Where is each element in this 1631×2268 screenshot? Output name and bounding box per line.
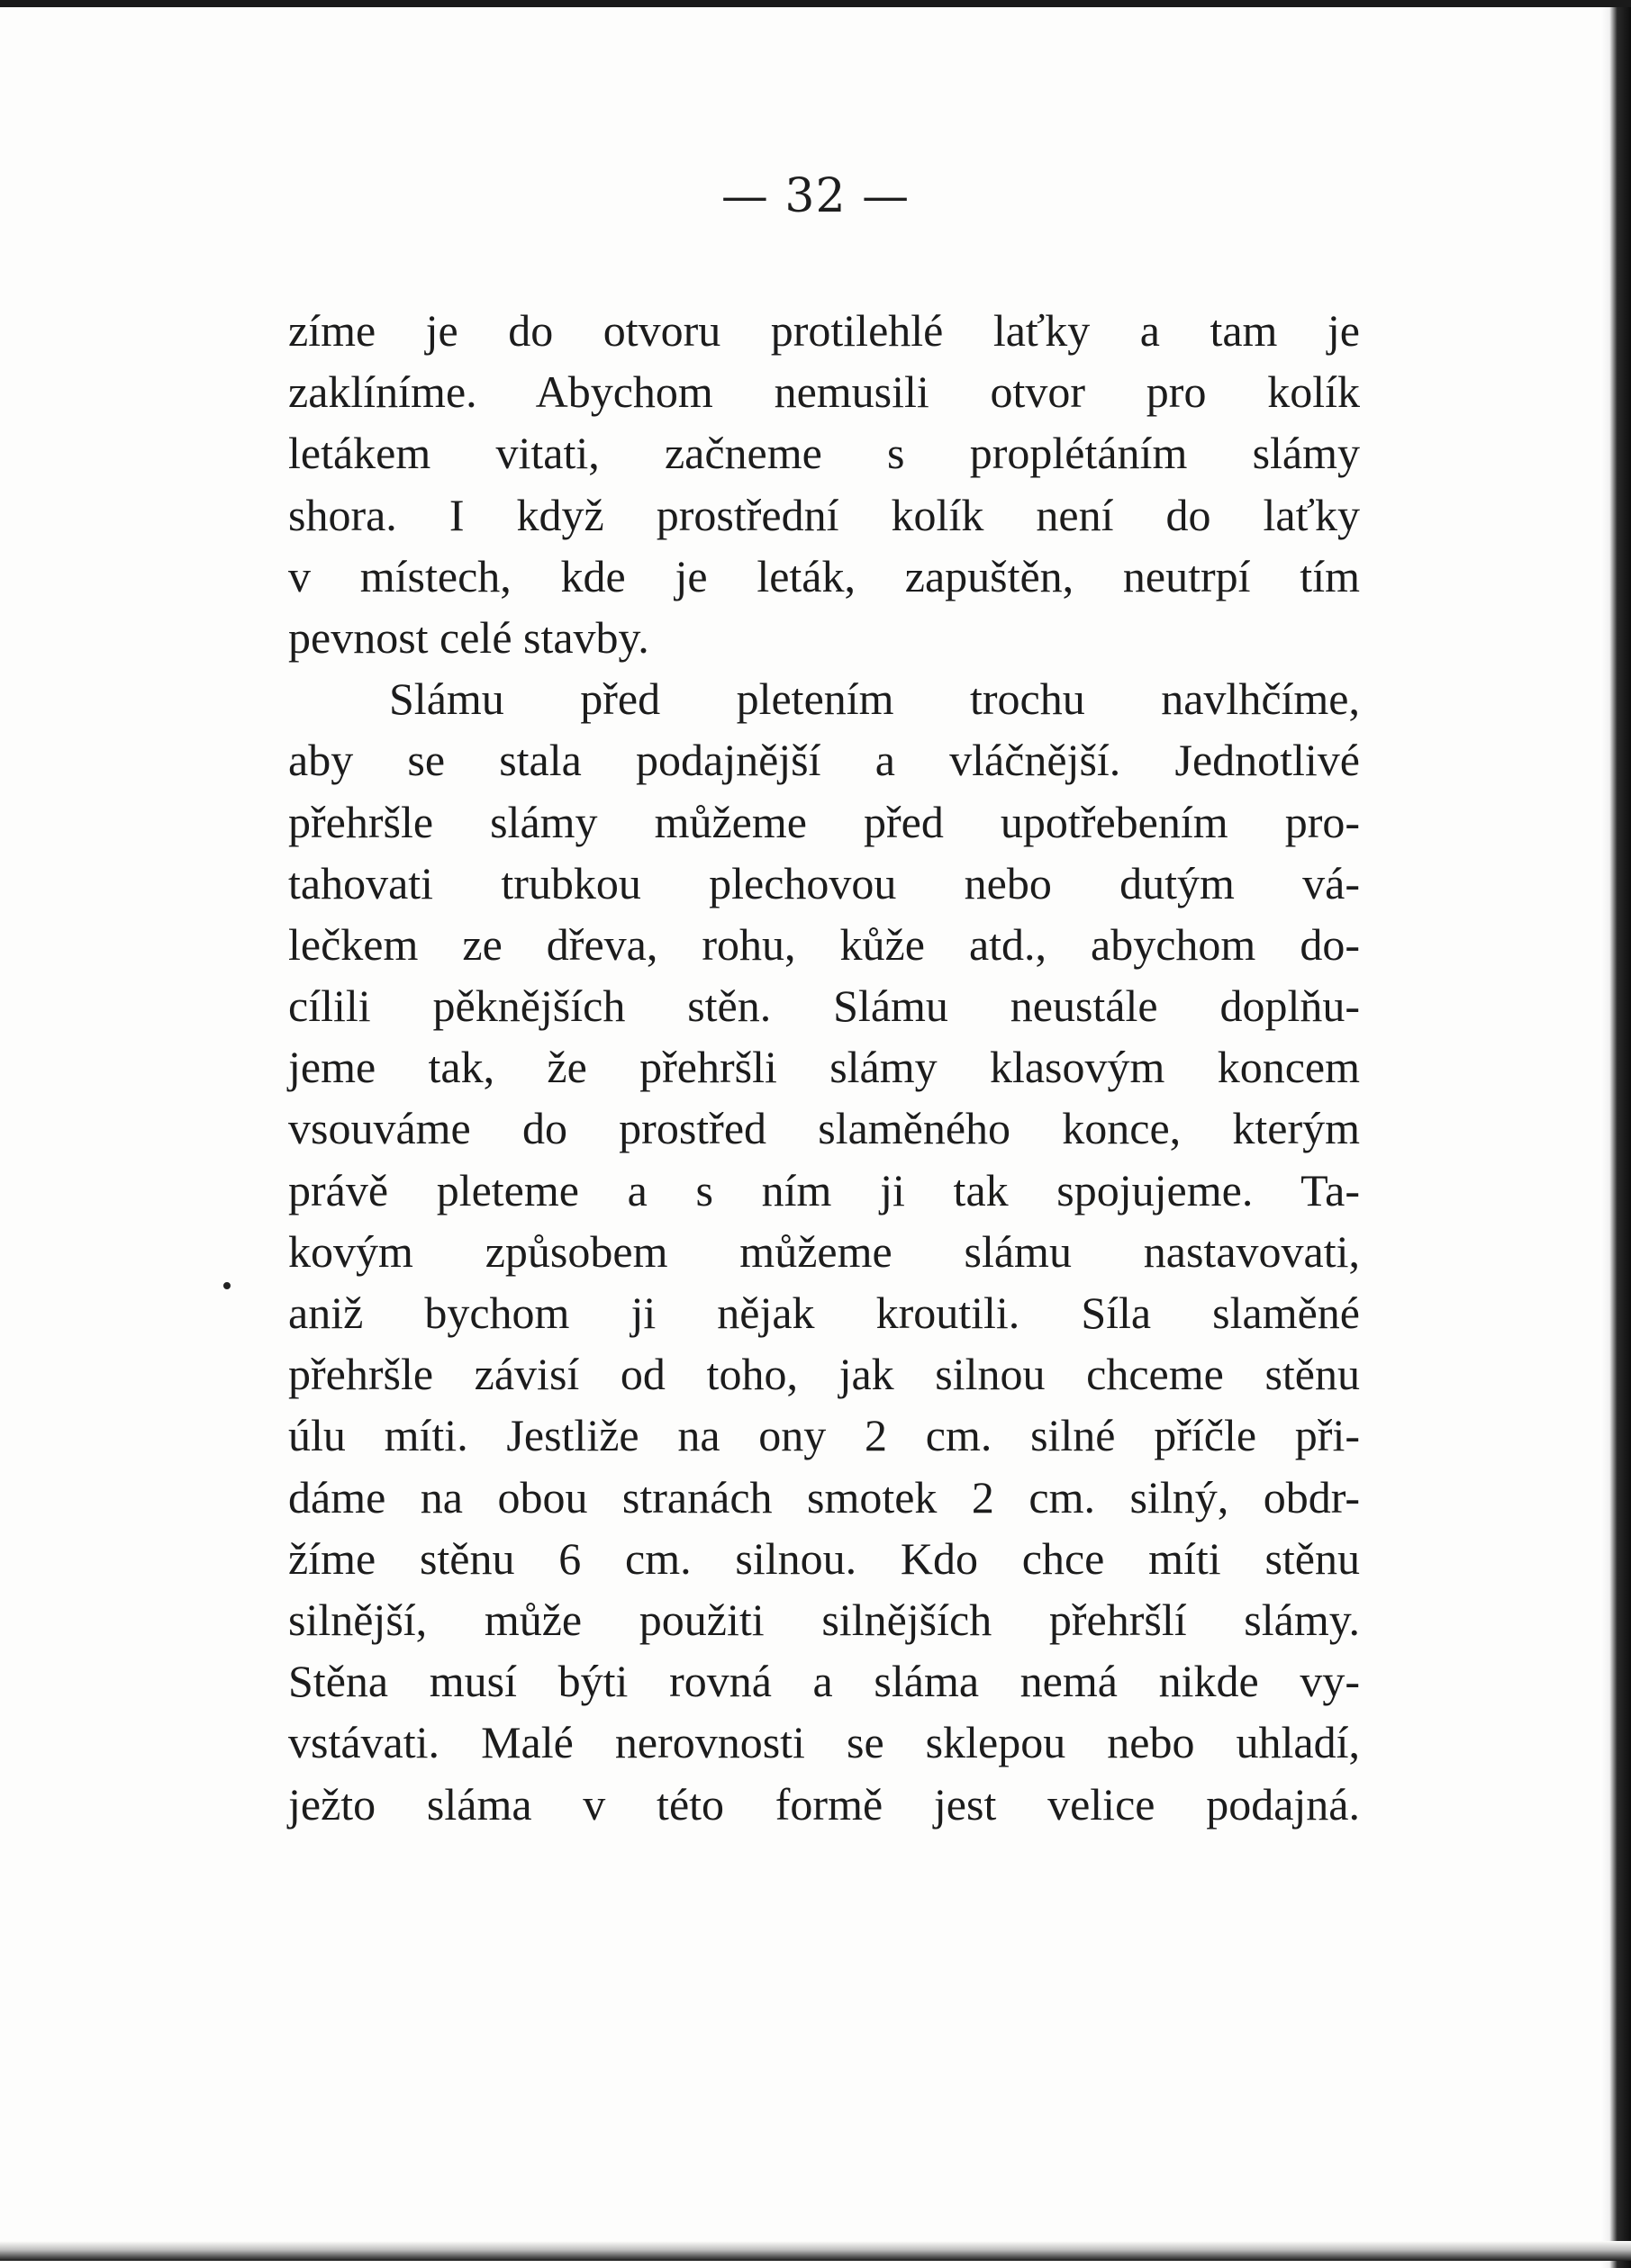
page-bottom-edge <box>0 2241 1631 2261</box>
body-text <box>288 300 1360 1835</box>
text-line: Stěna musí býti rovná a sláma nemá nikde vy- <box>288 1656 1360 1707</box>
text-line: jeme tak, že přehršli slámy klasovým koncem <box>288 1042 1360 1093</box>
text-line: dáme na obou stranách smotek 2 cm. silný, obdr- <box>288 1471 1360 1523</box>
text-line: vsouváme do prostřed slaměného konce, kterým <box>288 1103 1360 1154</box>
text-line: pevnost celé stavby. <box>288 611 649 663</box>
page-binding-edge <box>1600 7 1631 2268</box>
text-line: letákem vitati, začneme s proplétáním slámy <box>288 428 1360 479</box>
paragraph-first-line: Slámu před pletením trochu navlhčíme, <box>389 673 1360 725</box>
text-line: cílili pěknějších stěn. Slámu neustále doplňu- <box>288 980 1360 1032</box>
text-line: kovým způsobem můžeme slámu nastavovati, <box>288 1225 1360 1277</box>
text-line: ježto sláma v této formě jest velice podajná. <box>288 1778 1360 1830</box>
text-line: úlu míti. Jestliže na ony 2 cm. silné příčle při- <box>288 1410 1360 1461</box>
page-number: — 32 — <box>720 169 911 223</box>
text-line: právě pleteme a s ním ji tak spojujeme. Ta- <box>288 1164 1360 1215</box>
text-line: přehršle závisí od toho, jak silnou chceme stěnu <box>288 1349 1360 1400</box>
margin-mark <box>223 1282 231 1289</box>
text-line: aby se stala podajnější a vláčnější. Jednotlivé <box>288 735 1360 786</box>
text-line: zaklíníme. Abychom nemusili otvor pro kolík <box>288 366 1360 418</box>
text-line: v místech, kde je leták, zapuštěn, neutrpí tím <box>288 550 1360 601</box>
text-line: přehršle slámy můžeme před upotřebením pro- <box>288 796 1360 847</box>
text-line: silnější, může použiti silnějších přehršlí slámy. <box>288 1594 1360 1645</box>
text-line: tahovati trubkou plechovou nebo dutým vá- <box>288 857 1360 908</box>
text-line: žíme stěnu 6 cm. silnou. Kdo chce míti stěnu <box>288 1532 1360 1584</box>
text-line: aniž bychom ji nějak kroutili. Síla slaměné <box>288 1288 1360 1338</box>
text-line: zíme je do otvoru protilehlé laťky a tam je <box>288 305 1360 356</box>
text-line: shora. I když prostřední kolík není do laťky <box>288 489 1360 540</box>
text-line: lečkem ze dřeva, rohu, kůže atd., abychom do- <box>288 918 1360 970</box>
text-line: vstávati. Malé nerovnosti se sklepou nebo uhladí, <box>288 1717 1360 1768</box>
